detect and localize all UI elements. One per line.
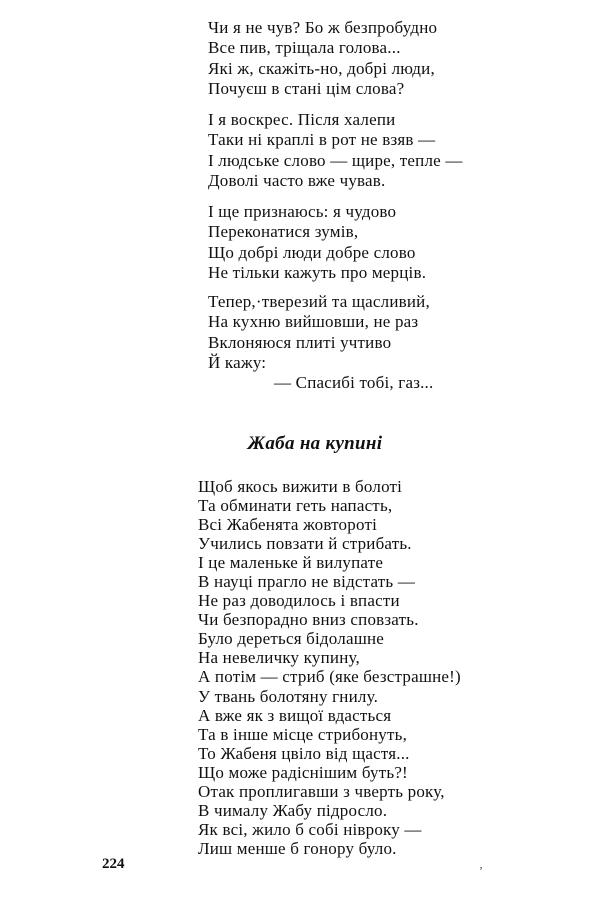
stanza [208, 202, 426, 283]
poem-line: А вже як з вищої вдасться [198, 705, 392, 725]
poem-line: — Спасибі тобі, газ... [274, 373, 434, 393]
poem-line: В науці прагло не відстать — [198, 572, 416, 592]
poem-line: Було дереться бідолашне [198, 629, 385, 649]
stanza [208, 292, 433, 393]
poem-title: Жаба на купині [247, 433, 383, 454]
poem-line: На невеличку купину, [198, 648, 360, 668]
poem-line: І це маленьке й вилупате [198, 553, 384, 573]
poem-line: Лиш менше б гонору було. [198, 838, 397, 858]
poem-line: Щоб якось вижити в болоті [198, 477, 403, 496]
page-number: 224 [102, 856, 125, 872]
poem-line: То Жабеня цвіло від щастя... [198, 743, 410, 763]
poem-line: Отак проплигавши з чверть року, [198, 781, 445, 801]
poem-line: Та в інше місце стрибонуть, [198, 724, 408, 744]
poem-line: В чималу Жабу підросло. [198, 800, 388, 820]
poem-line: І я воскрес. Після халепи [208, 110, 396, 129]
poem-line: Які ж, скажіть-но, добрі люди, [208, 58, 435, 78]
poem-line: У твань болотяну гнилу. [198, 686, 379, 706]
poem-line: Не раз доводилось і впасти [198, 591, 400, 611]
poem-line: На кухню вийшовши, не раз [208, 312, 419, 332]
poem-line: Переконатися зумів, [208, 222, 359, 242]
poem-line: Як всі, жило б собі нівроку — [198, 819, 422, 839]
poem-line: Тепер,·тверезий та щасливий, [208, 292, 430, 311]
poem-line: Не тільки кажуть про мерців. [208, 262, 427, 282]
poem-line: Таки ні краплі в рот не взяв — [208, 130, 436, 150]
poem-line: Що може радіснішим буть?! [198, 762, 408, 782]
stanza [208, 110, 463, 191]
poem-line: Всі Жабенята жовтороті [198, 515, 377, 535]
poem-line: І людське слово — щире, тепле — [208, 150, 463, 170]
stanza [208, 18, 437, 99]
stray-mark: ‚ [479, 857, 483, 871]
poem-line: Та обминати геть напасть, [198, 496, 393, 516]
poem-line: Чи я не чув? Бо ж безпробудно [208, 18, 438, 37]
poem-line: Доволі часто вже чував. [208, 170, 386, 190]
poem-line: Почуєш в стані цім слова? [208, 78, 405, 98]
poem-line: Й кажу: [208, 352, 267, 372]
poem-body [198, 477, 461, 858]
poem-line: А потім — стриб (яке безстрашне!) [198, 667, 461, 687]
poem-line: Вклоняюся плиті учтиво [208, 332, 392, 352]
poem-line: Все пив, тріщала голова... [208, 38, 401, 58]
poem-line: І ще признаюсь: я чудово [208, 202, 397, 221]
poem-line: Що добрі люди добре слово [208, 242, 416, 262]
poem-line: Чи безпорадно вниз сповзать. [198, 610, 419, 630]
poem-line: Учились повзати й стрибать. [198, 534, 412, 554]
